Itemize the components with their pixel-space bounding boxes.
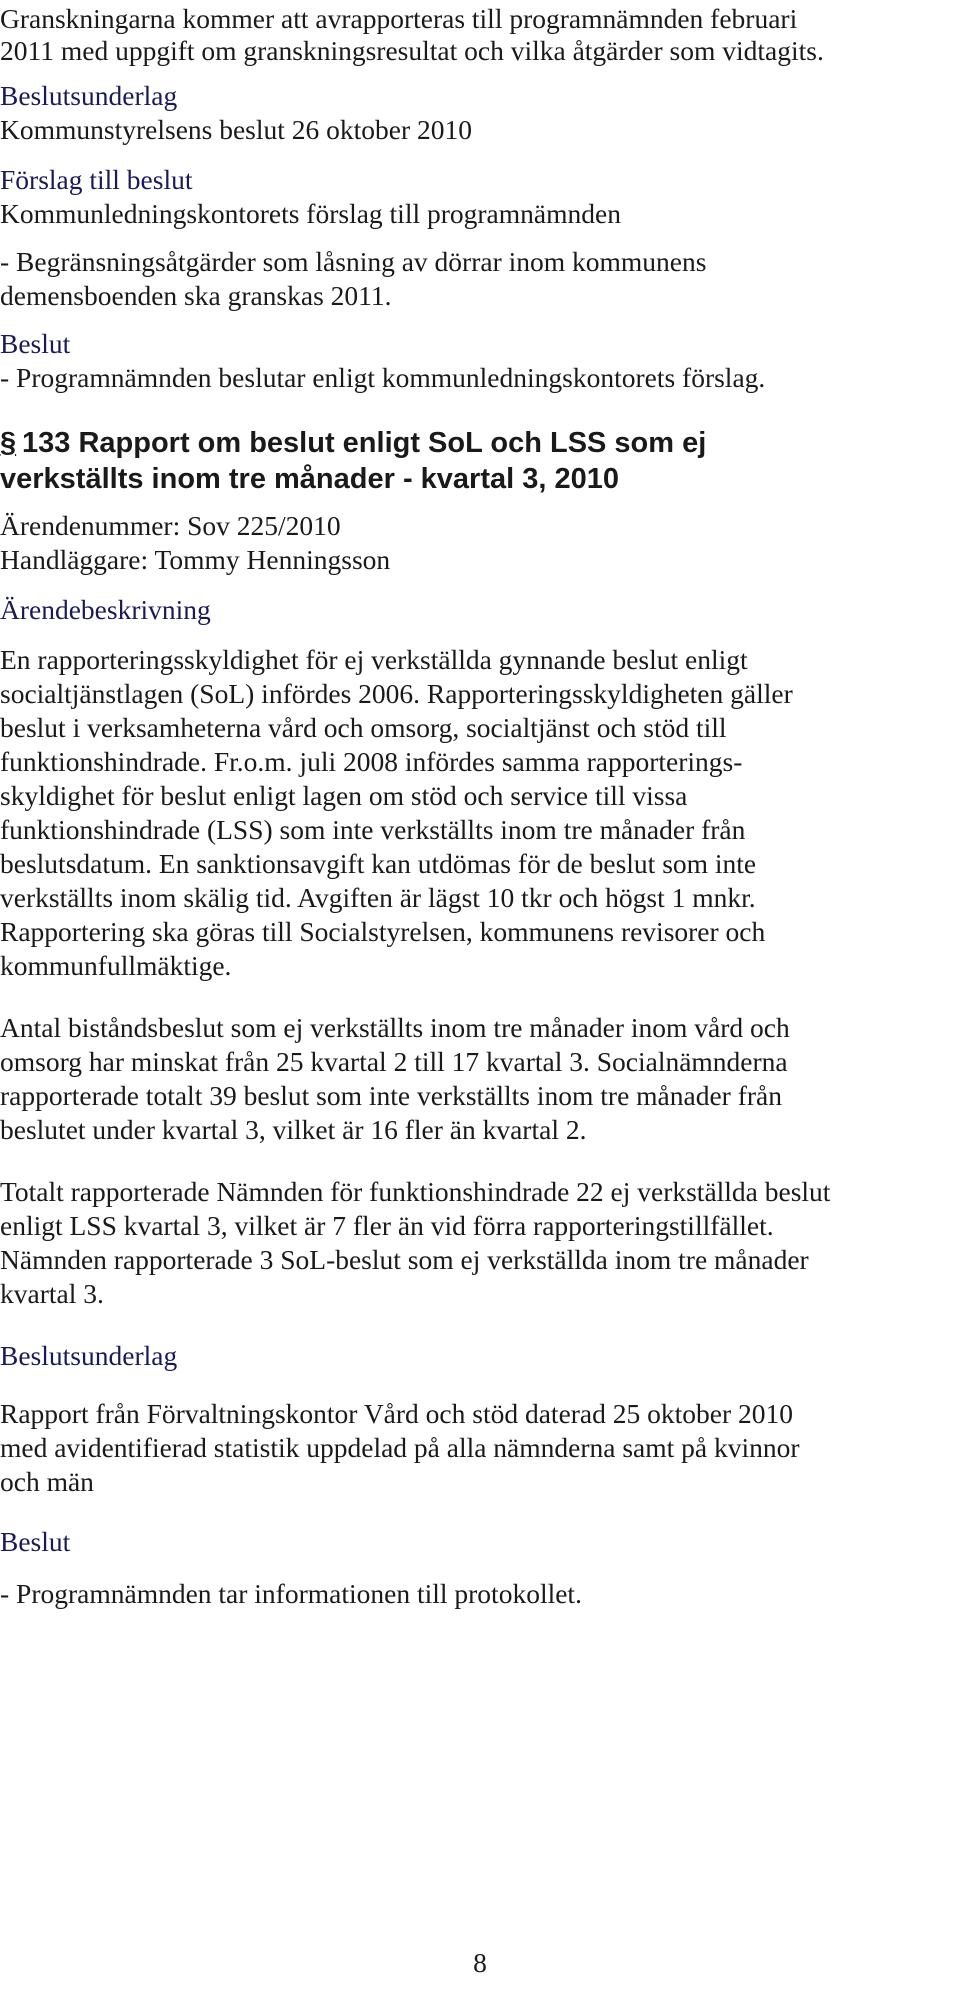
- paragraph-line: En rapporteringsskyldighet för ej verkställda gynnande beslut enligt: [0, 644, 748, 675]
- beslutsunderlag-text: Kommunstyrelsens beslut 26 oktober 2010: [0, 114, 473, 145]
- beslutsunderlag-line: Rapport från Förvaltningskontor Vård och stöd daterad 25 oktober 2010: [0, 1398, 794, 1429]
- paragraph-line: Antal biståndsbeslut som ej verkställts inom tre månader inom vård och: [0, 1012, 790, 1043]
- paragraph-mark-icon: §: [0, 427, 17, 459]
- forslag-item-line: - Begränsningsåtgärder som låsning av dörrar inom kommunens: [0, 246, 707, 277]
- handlaggare: Handläggare: Tommy Henningsson: [0, 544, 391, 575]
- page-number: 8: [473, 1947, 487, 1978]
- paragraph-line: socialtjänstlagen (SoL) infördes 2006. Rapporteringsskyldigheten gäller: [0, 678, 793, 709]
- beslut-text: - Programnämnden beslutar enligt kommunledningskontorets förslag.: [0, 362, 766, 393]
- intro-line: Granskningarna kommer att avrapporteras till programnämnden februari: [0, 3, 798, 34]
- paragraph-line: beslutet under kvartal 3, vilket är 16 fler än kvartal 2.: [0, 1114, 587, 1145]
- paragraph-line: funktionshindrade (LSS) som inte verkställts inom tre månader från: [0, 814, 746, 845]
- beslutsunderlag-line: med avidentifierad statistik uppdelad på alla nämnderna samt på kvinnor: [0, 1432, 800, 1463]
- beslutsunderlag-line: och män: [0, 1466, 94, 1497]
- paragraph-line: skyldighet för beslut enligt lagen om stöd och service till vissa: [0, 780, 688, 811]
- paragraph-line: beslut i verksamheterna vård och omsorg, socialtjänst och stöd till: [0, 712, 727, 743]
- paragraph-line: omsorg har minskat från 25 kvartal 2 till 17 kvartal 3. Socialnämnderna: [0, 1046, 788, 1077]
- beslut-text: - Programnämnden tar informationen till protokollet.: [0, 1578, 582, 1609]
- paragraph-line: kvartal 3.: [0, 1278, 104, 1309]
- section-heading-beslutsunderlag: Beslutsunderlag: [0, 1340, 178, 1371]
- intro-line: 2011 med uppgift om granskningsresultat och vilka åtgärder som vidtagits.: [0, 35, 824, 66]
- section-heading-beslutsunderlag: Beslutsunderlag: [0, 80, 178, 111]
- paragraph-line: rapporterade totalt 39 beslut som inte verkställts inom tre månader från: [0, 1080, 782, 1111]
- paragraph-line: Nämnden rapporterade 3 SoL-beslut som ej verkställda inom tre månader: [0, 1244, 809, 1275]
- paragraph-line: Rapportering ska göras till Socialstyrelsen, kommunens revisorer och: [0, 916, 766, 947]
- paragraph-line: Totalt rapporterade Nämnden för funktionshindrade 22 ej verkställda beslut: [0, 1176, 831, 1207]
- paragraph-line: kommunfullmäktige.: [0, 950, 232, 981]
- section-heading-beslut: Beslut: [0, 328, 71, 359]
- paragraph-line: enligt LSS kvartal 3, vilket är 7 fler än vid förra rapporteringstillfället.: [0, 1210, 774, 1241]
- item-title-line: [0, 425, 706, 461]
- paragraph-line: beslutsdatum. En sanktionsavgift kan utdömas för de beslut som inte: [0, 848, 757, 879]
- item-title-text: 133 Rapport om beslut enligt SoL och LSS som ej: [22, 427, 707, 459]
- paragraph-line: verkställts inom skälig tid. Avgiften är lägst 10 tkr och högst 1 mnkr.: [0, 882, 756, 913]
- paragraph-line: funktionshindrade. Fr.o.m. juli 2008 infördes samma rapporterings-: [0, 746, 743, 777]
- section-heading-arendebeskrivning: Ärendebeskrivning: [0, 594, 211, 625]
- forslag-item-line: demensboenden ska granskas 2011.: [0, 280, 392, 311]
- section-heading-beslut: Beslut: [0, 1526, 71, 1557]
- forslag-text: Kommunledningskontorets förslag till programnämnden: [0, 198, 621, 229]
- section-heading-forslag: Förslag till beslut: [0, 164, 193, 195]
- item-title-line: verkställts inom tre månader - kvartal 3, 2010: [0, 463, 619, 495]
- arendenummer: Ärendenummer: Sov 225/2010: [0, 510, 341, 541]
